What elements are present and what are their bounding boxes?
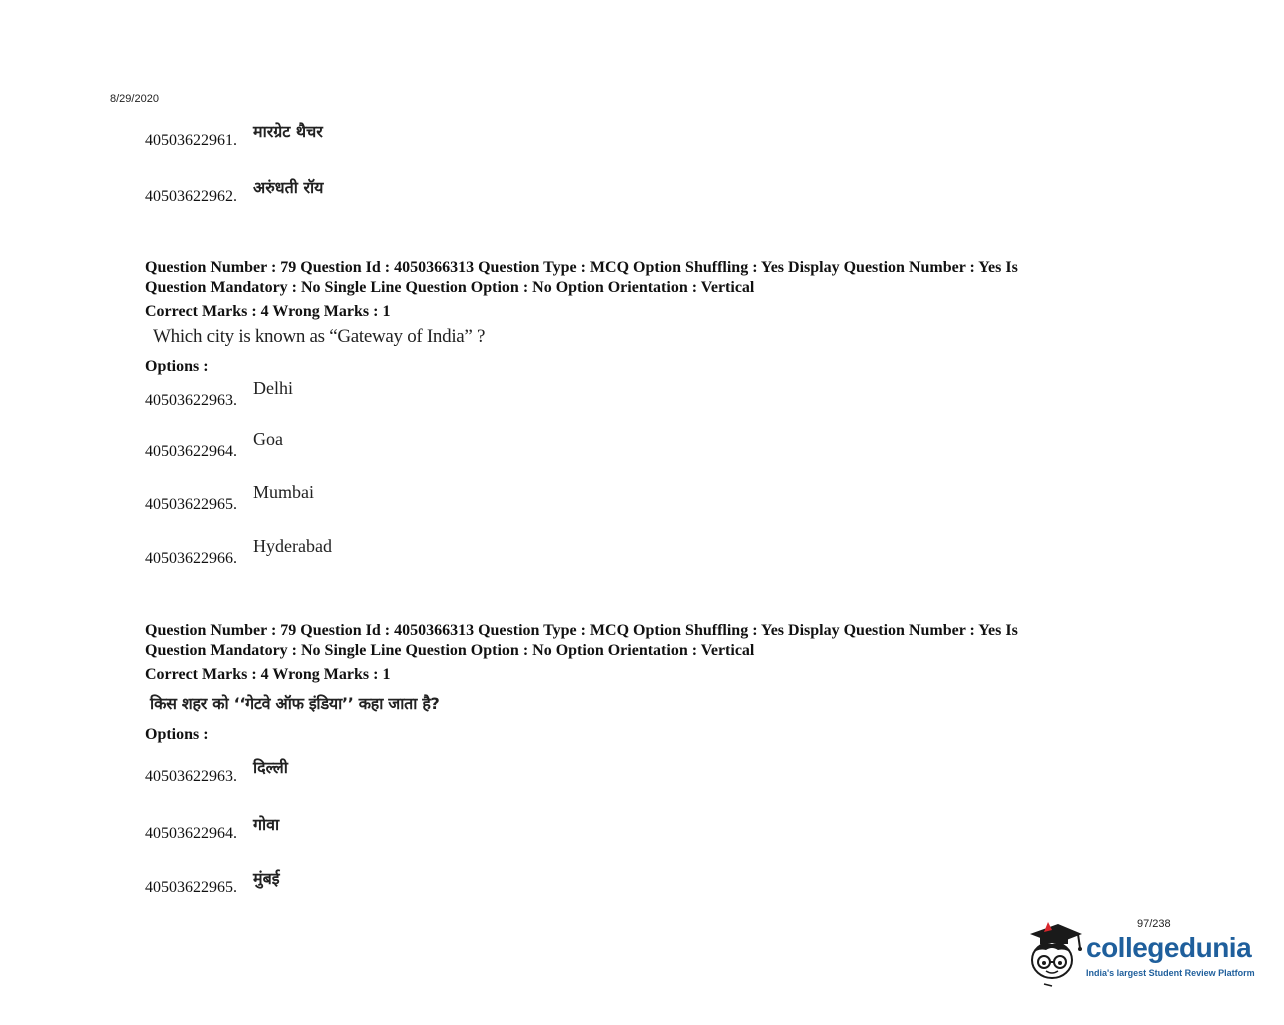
question-meta-line1: Question Number : 79 Question Id : 4050366313 Question Type : MCQ Option Shuffling : Yes Display Question Number : Yes Is <box>145 622 1018 639</box>
option-text: मारग्रेट थैचर <box>253 122 323 141</box>
option-text: Delhi <box>253 378 293 398</box>
question-marks: Correct Marks : 4 Wrong Marks : 1 <box>145 666 391 683</box>
option-id: 40503622964. <box>145 825 237 842</box>
question-meta-line2: Question Mandatory : No Single Line Question Option : No Option Orientation : Vertical <box>145 279 755 296</box>
mascot-icon <box>1022 918 1084 988</box>
option-text: Mumbai <box>253 482 314 502</box>
collegedunia-logo <box>1022 918 1262 988</box>
option-text: मुंबई <box>253 869 280 888</box>
question-meta-line1: Question Number : 79 Question Id : 4050366313 Question Type : MCQ Option Shuffling : Yes Display Question Number : Yes Is <box>145 259 1018 276</box>
options-label: Options : <box>145 726 209 743</box>
options-label: Options : <box>145 358 209 375</box>
option-id: 40503622964. <box>145 443 237 460</box>
option-id: 40503622961. <box>145 132 237 149</box>
print-date: 8/29/2020 <box>110 93 159 105</box>
option-id: 40503622965. <box>145 879 237 896</box>
option-text: Hyderabad <box>253 536 332 556</box>
option-text: गोवा <box>253 815 280 834</box>
option-text: दिल्ली <box>253 758 288 777</box>
question-meta-line2: Question Mandatory : No Single Line Question Option : No Option Orientation : Vertical <box>145 642 755 659</box>
logo-tagline: India's largest Student Review Platform <box>1086 968 1255 978</box>
option-id: 40503622962. <box>145 188 237 205</box>
option-text: अरुंधती रॉय <box>253 178 324 197</box>
page-number: 97/238 <box>1137 918 1171 930</box>
logo-wordmark: collegedunia <box>1086 932 1252 963</box>
option-id: 40503622963. <box>145 768 237 785</box>
option-id: 40503622966. <box>145 550 237 567</box>
question-marks: Correct Marks : 4 Wrong Marks : 1 <box>145 303 391 320</box>
question-text: Which city is known as “Gateway of India” ? <box>153 326 486 347</box>
question-text: किस शहर को ‘‘गेटवे ऑफ इंडिया’’ कहा जाता है? <box>150 694 440 713</box>
option-id: 40503622965. <box>145 496 237 513</box>
option-id: 40503622963. <box>145 392 237 409</box>
option-text: Goa <box>253 429 283 449</box>
